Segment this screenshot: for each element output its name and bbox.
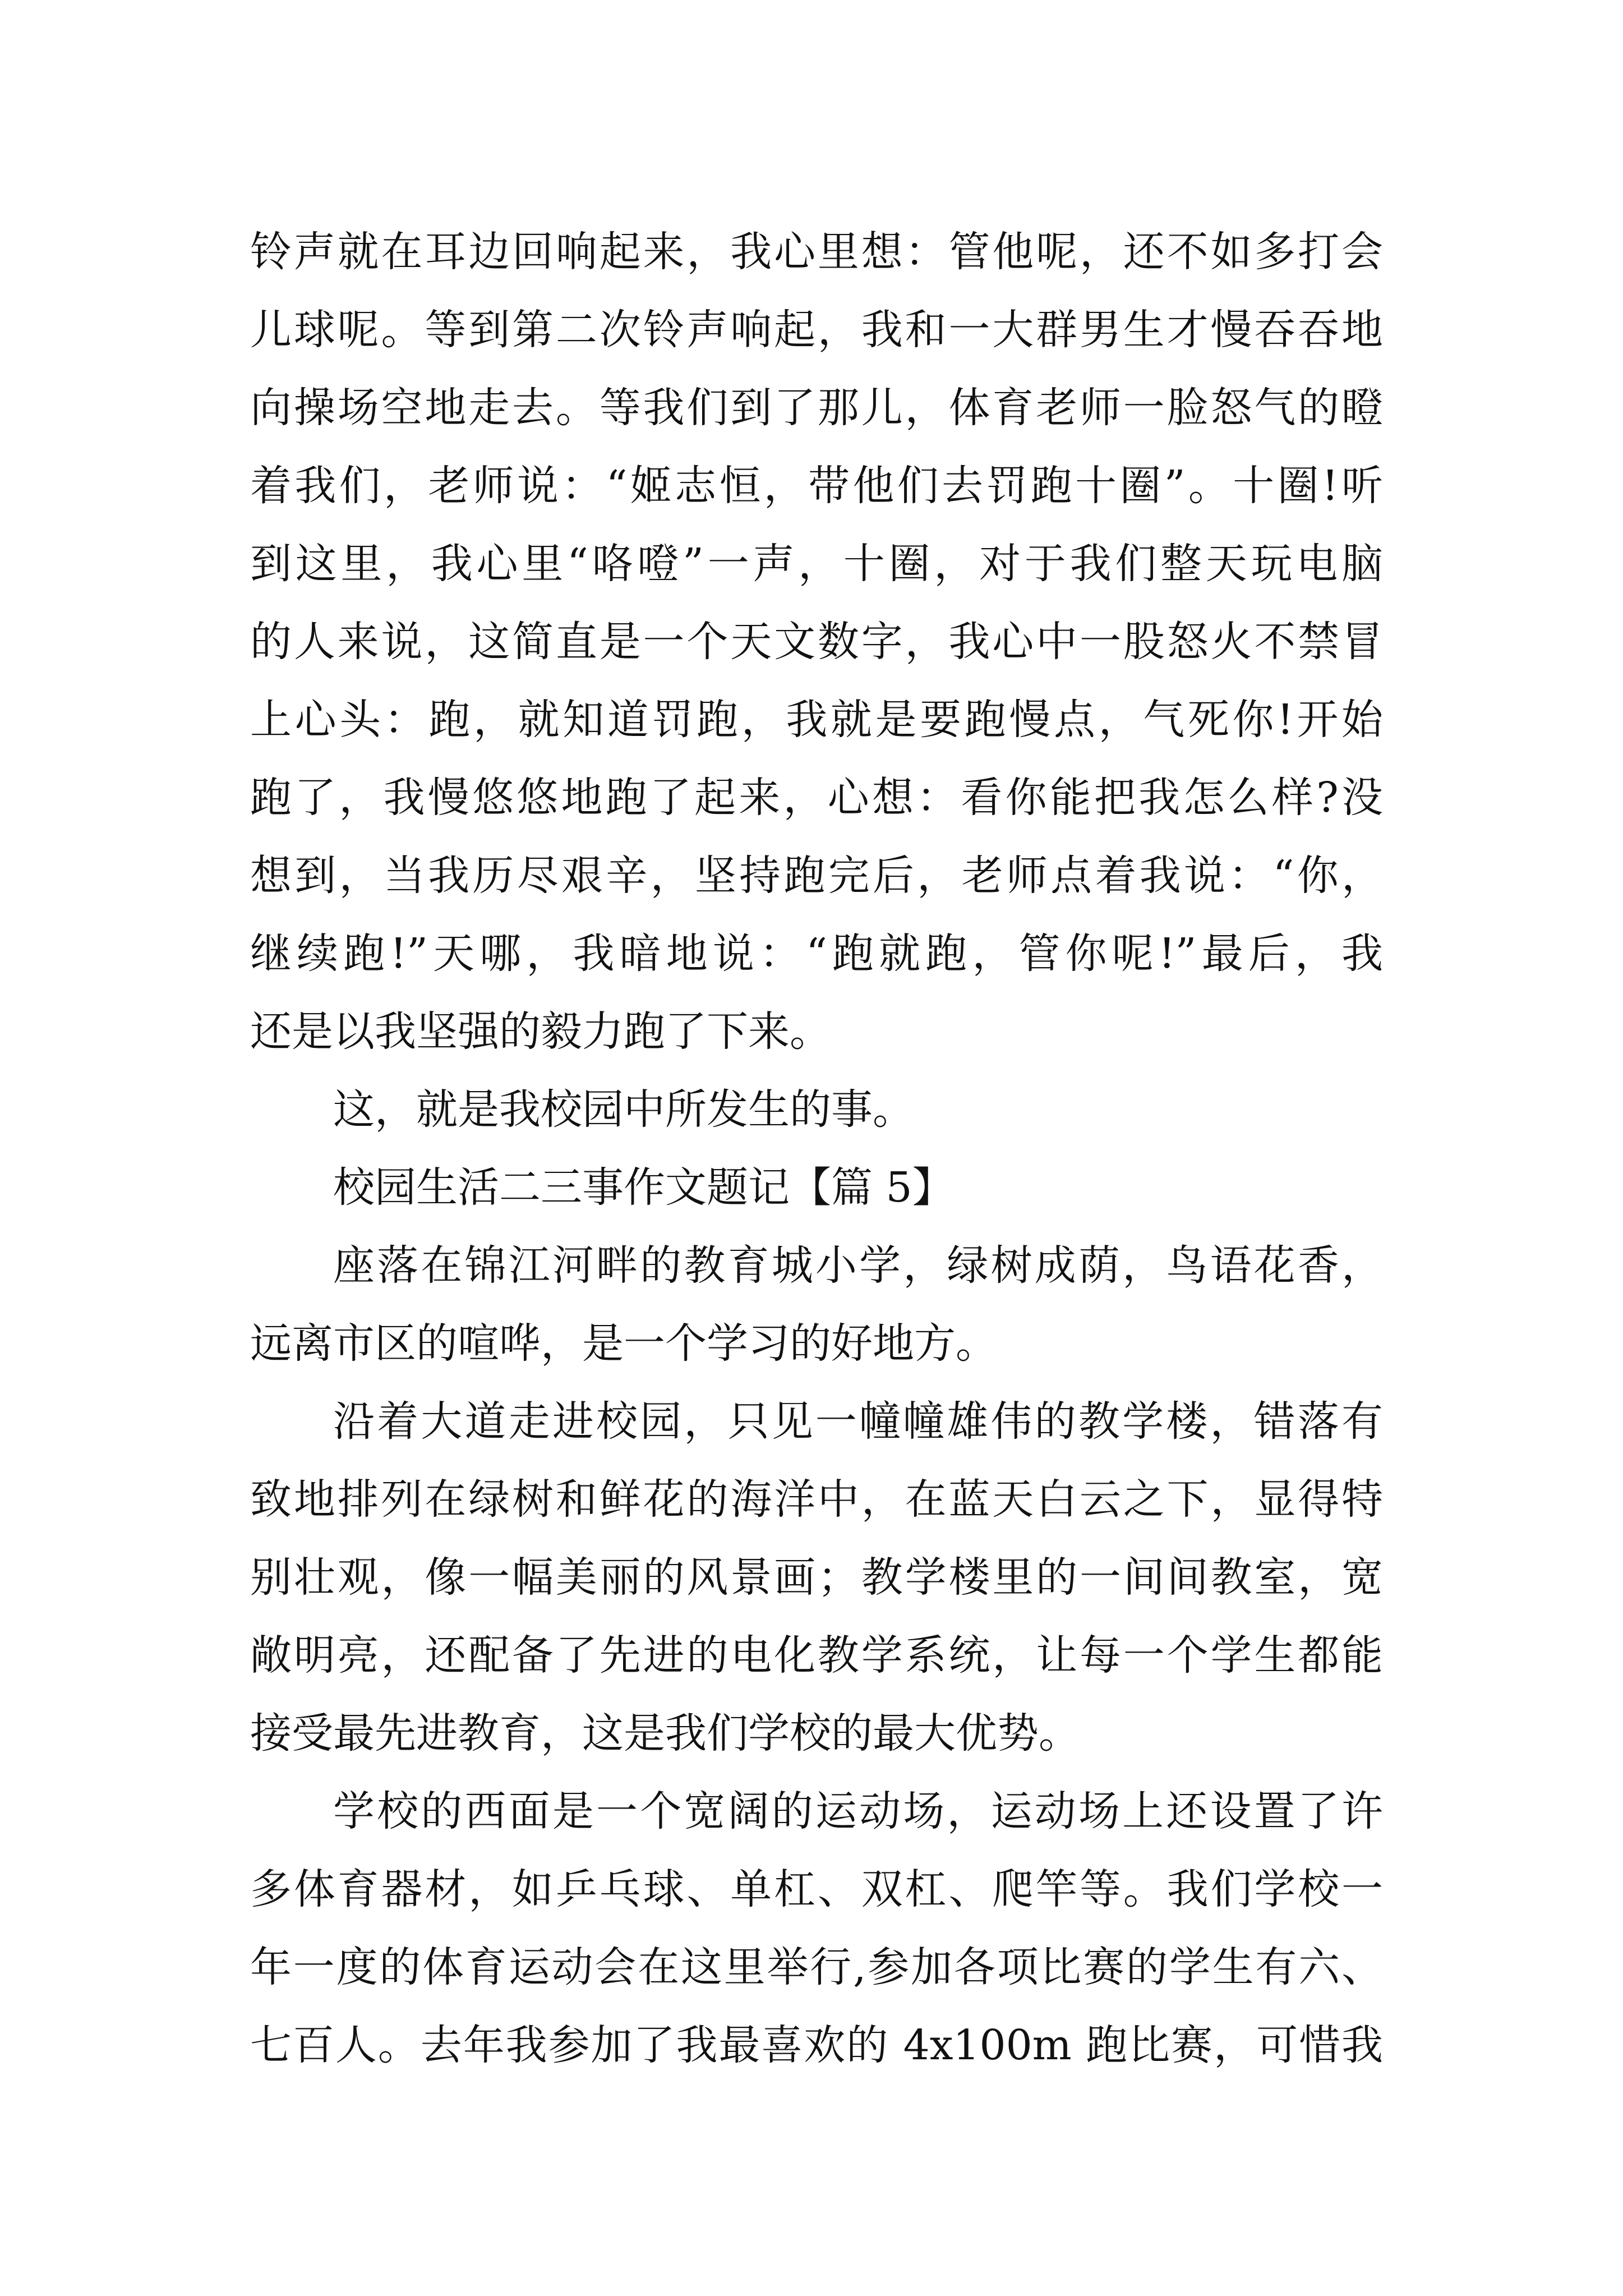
heading-text: 校园生活二三事作文题记【篇 5】	[333, 1163, 954, 1212]
paragraph-sports-field	[250, 1773, 1383, 2085]
text-line: 年一度的体育运动会在这里举行,参加各项比赛的学生有六、	[250, 1943, 1383, 1991]
paragraph-conclusion	[250, 1071, 1383, 1149]
text-line: 的人来说，这简直是一个天文数字，我心中一股怒火不禁冒	[250, 618, 1383, 666]
text-line: 向操场空地走去。等我们到了那儿，体育老师一脸怒气的瞪	[250, 384, 1383, 432]
text-line: 多体育器材，如乒乓球、单杠、双杠、爬竿等。我们学校一	[250, 1865, 1383, 1913]
text-line: 接受最先进教育，这是我们学校的最大优势。	[250, 1709, 1080, 1757]
text-line: 儿球呢。等到第二次铃声响起，我和一大群男生才慢吞吞地	[250, 306, 1383, 354]
paragraph-teaching-buildings	[250, 1383, 1383, 1773]
text-line: 上心头：跑，就知道罚跑，我就是要跑慢点，气死你!开始	[250, 696, 1383, 744]
section-heading	[250, 1149, 1383, 1227]
paragraph-running-punishment	[250, 213, 1383, 1071]
text-line: 沿着大道走进校园，只见一幢幢雄伟的教学楼，错落有	[333, 1397, 1383, 1446]
text-line: 别壮观，像一幅美丽的风景画；教学楼里的一间间教室，宽	[250, 1553, 1383, 1602]
text-line: 远离市区的喧哗，是一个学习的好地方。	[250, 1319, 997, 1368]
text-line: 致地排列在绿树和鲜花的海洋中，在蓝天白云之下，显得特	[250, 1475, 1383, 1524]
text-line: 着我们，老师说：“姬志恒，带他们去罚跑十圈”。十圈!听	[250, 462, 1383, 510]
text-line: 学校的西面是一个宽阔的运动场，运动场上还设置了许	[333, 1787, 1383, 1835]
text-line: 七百人。去年我参加了我最喜欢的 4x100m 跑比赛，可惜我	[250, 2021, 1383, 2069]
article-body	[250, 213, 1383, 2085]
text-line: 这，就是我校园中所发生的事。	[333, 1085, 914, 1134]
text-line: 想到，当我历尽艰辛，坚持跑完后，老师点着我说：“你，	[250, 852, 1383, 900]
text-line: 还是以我坚强的毅力跑了下来。	[250, 1007, 831, 1056]
text-line: 跑了，我慢悠悠地跑了起来，心想：看你能把我怎么样?没	[250, 774, 1383, 822]
text-line: 敞明亮，还配备了先进的电化教学系统，让每一个学生都能	[250, 1631, 1383, 1680]
text-line: 铃声就在耳边回响起来，我心里想：管他呢，还不如多打会	[250, 228, 1383, 276]
text-line: 座落在锦江河畔的教育城小学，绿树成荫，鸟语花香，	[333, 1241, 1383, 1290]
text-line: 到这里，我心里“咯噔”一声，十圈，对于我们整天玩电脑	[250, 540, 1383, 588]
text-line: 继续跑!”天哪，我暗地说：“跑就跑，管你呢!”最后，我	[250, 930, 1383, 978]
paragraph-school-location	[250, 1227, 1383, 1383]
